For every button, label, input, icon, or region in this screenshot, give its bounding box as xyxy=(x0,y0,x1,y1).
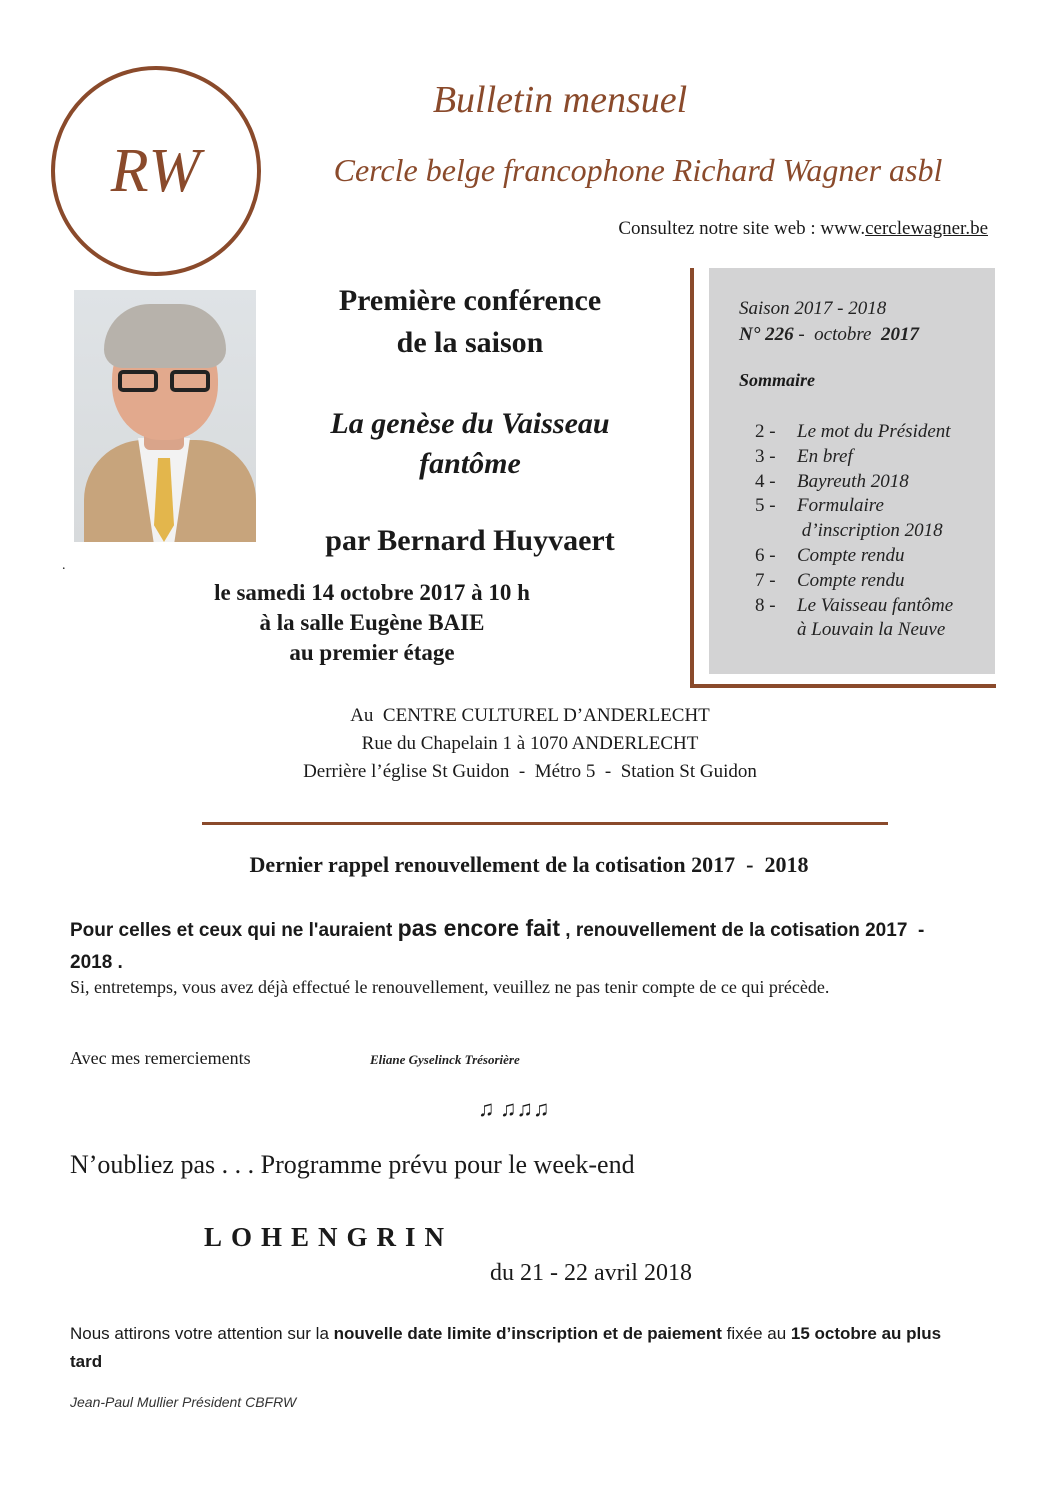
conference-floor: au premier étage xyxy=(289,640,455,665)
rappel-body-part1: Pour celles et ceux qui ne l'auraient xyxy=(70,920,398,941)
website-link[interactable]: cerclewagner.be xyxy=(865,218,988,239)
sommaire-item xyxy=(755,494,991,519)
sommaire-list xyxy=(755,420,991,643)
weekend-reminder: N’oubliez pas . . . Programme prévu pour le week-end xyxy=(70,1150,635,1179)
rappel-body xyxy=(70,912,970,979)
sommaire-item-number xyxy=(755,519,797,544)
sommaire-item-number: 2 - xyxy=(755,421,776,442)
sommaire-item-number: 7 - xyxy=(755,569,776,591)
sommaire-item-number: 4 - xyxy=(755,470,776,492)
deadline-notice xyxy=(70,1320,970,1376)
issue-meta xyxy=(739,296,919,348)
bulletin-title: Bulletin mensuel xyxy=(432,79,688,121)
sommaire-item-label: Formulaire xyxy=(797,495,884,517)
sommaire-item-label: Le Vaisseau fantôme xyxy=(797,594,954,616)
section-divider xyxy=(202,822,888,825)
issue-prefix: N° 226 xyxy=(739,324,794,345)
sommaire-item xyxy=(755,594,991,619)
issue-number xyxy=(739,322,919,348)
sommaire-item-label: Compte rendu xyxy=(797,569,905,591)
issue-month: - octobre xyxy=(793,324,881,345)
box-border-bottom xyxy=(690,684,996,688)
conference-title xyxy=(270,404,670,484)
box-border-left xyxy=(690,268,694,688)
venue-directions: Derrière l’église St Guidon - Métro 5 - Station St Guidon xyxy=(303,761,757,782)
sommaire-item-label: Compte rendu xyxy=(797,544,905,566)
sommaire-item-label: d’inscription 2018 xyxy=(797,520,943,542)
music-notes-icon: ♫ ♫♫♫ xyxy=(478,1096,550,1121)
photo-marker: . xyxy=(62,558,66,573)
sommaire-item-number: 3 - xyxy=(755,445,776,467)
rappel-note: Si, entretemps, vous avez déjà effectué le renouvellement, veuillez ne pas tenir compte de ce qui précède. xyxy=(70,977,830,997)
opera-title: LOHENGRIN xyxy=(204,1222,454,1252)
organization-name: Cercle belge francophone Richard Wagner asbl xyxy=(333,152,943,188)
sommaire-item xyxy=(755,544,991,569)
sommaire-item-label: Bayreuth 2018 xyxy=(797,470,909,492)
rappel-body-emphasis: pas encore fait xyxy=(397,915,560,941)
conference-heading-line1: Première conférence xyxy=(338,284,602,317)
sommaire-item-number: 5 - xyxy=(755,495,776,517)
sommaire-item xyxy=(755,445,991,470)
speaker-photo xyxy=(74,290,256,542)
deadline-part2: fixée au xyxy=(721,1324,791,1343)
thanks-text: Avec mes remerciements xyxy=(70,1048,251,1068)
sommaire-item-label: à Louvain la Neuve xyxy=(797,619,946,641)
sommaire-item xyxy=(755,420,991,445)
website-line xyxy=(500,218,988,240)
opera-dates: du 21 - 22 avril 2018 xyxy=(490,1260,692,1286)
logo-monogram: RW xyxy=(110,136,202,205)
rappel-body-part2: , renouvellement de la cotisation 2017 - 2018 . xyxy=(70,920,935,973)
venue-name: Au CENTRE CULTUREL D’ANDERLECHT xyxy=(350,705,710,726)
venue-address xyxy=(120,702,940,786)
sommaire-title: Sommaire xyxy=(739,370,816,390)
issue-year: 2017 xyxy=(881,324,919,345)
rappel-heading: Dernier rappel renouvellement de la cotisation 2017 - 2018 xyxy=(249,852,809,877)
president-signature: Jean-Paul Mullier Président CBFRW xyxy=(70,1394,297,1410)
conference-heading xyxy=(270,280,670,364)
venue-street: Rue du Chapelain 1 à 1070 ANDERLECHT xyxy=(361,733,699,754)
treasurer-signature: Eliane Gyselinck Trésorière xyxy=(370,1052,520,1067)
sommaire-item xyxy=(755,519,991,544)
sommaire-item-label: En bref xyxy=(797,445,853,467)
conference-heading-line2: de la saison xyxy=(396,326,544,359)
sommaire-item xyxy=(755,569,991,594)
deadline-part1: Nous attirons votre attention sur la xyxy=(70,1324,334,1343)
sommaire-item xyxy=(755,470,991,495)
sommaire-item-number: 8 - xyxy=(755,594,776,616)
conference-speaker: par Bernard Huyvaert xyxy=(325,524,615,557)
sommaire-item-label: Le mot du Président xyxy=(797,421,951,442)
season-label: Saison 2017 - 2018 xyxy=(739,298,887,319)
conference-room: à la salle Eugène BAIE xyxy=(259,610,485,635)
conference-schedule xyxy=(142,578,602,668)
sommaire-item xyxy=(755,618,991,643)
conference-title-line1: La genèse du Vaisseau xyxy=(330,407,610,440)
conference-date: le samedi 14 octobre 2017 à 10 h xyxy=(214,580,530,605)
deadline-date: 15 octobre au plus tard xyxy=(70,1324,942,1371)
sommaire-box xyxy=(709,268,995,674)
sommaire-item-number xyxy=(755,618,797,643)
conference-title-line2: fantôme xyxy=(419,447,521,480)
deadline-emphasis: nouvelle date limite d’inscription et de paiement xyxy=(333,1324,722,1343)
website-prefix: Consultez notre site web : www. xyxy=(618,218,866,239)
sommaire-item-number: 6 - xyxy=(755,544,776,566)
